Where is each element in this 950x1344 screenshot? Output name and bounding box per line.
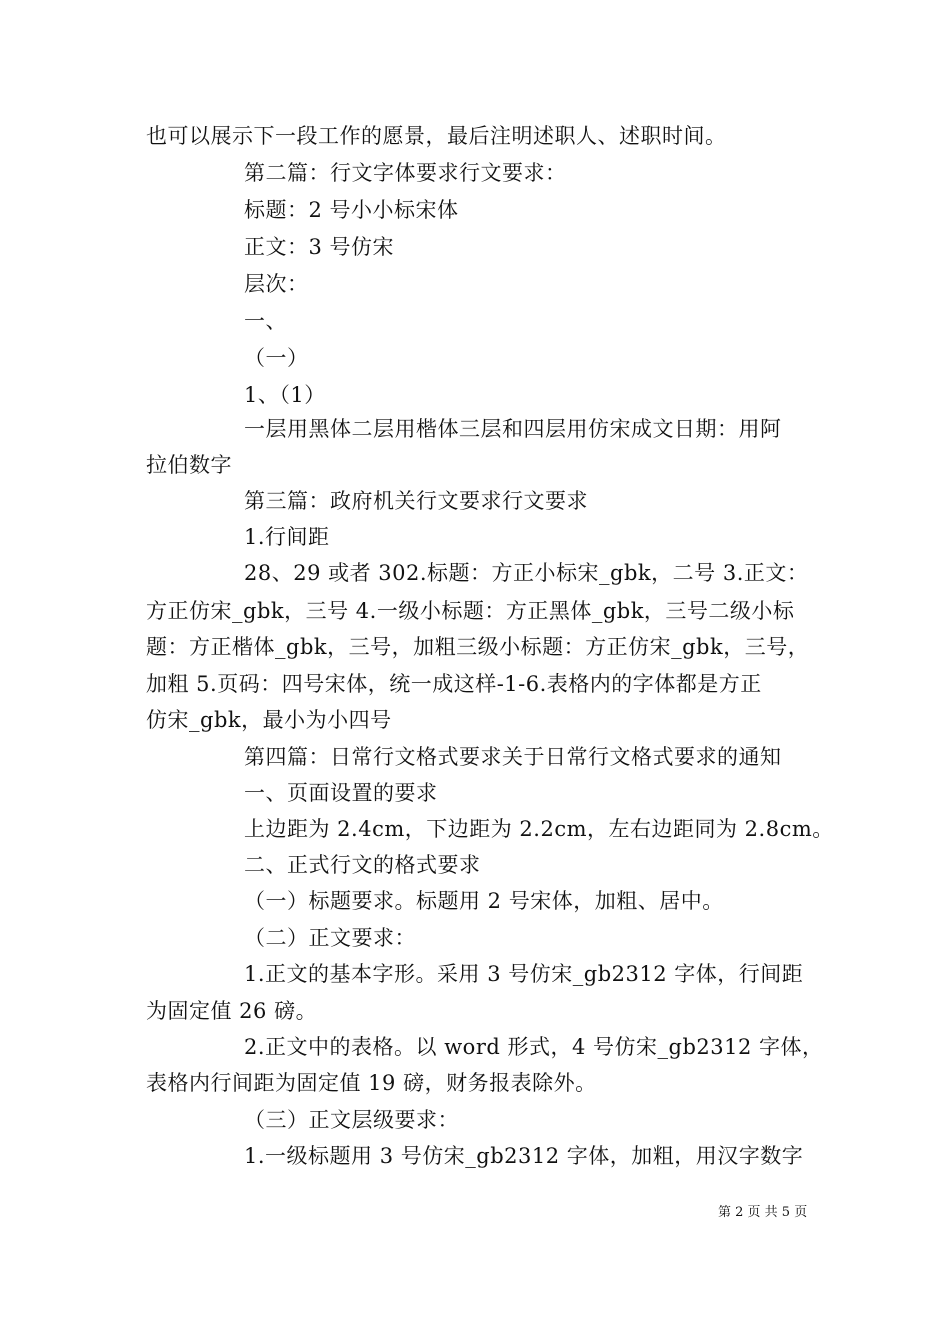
text-line: 28、29 或者 302.标题：方正小标宋_gbk，二号 3.正文：: [244, 561, 809, 585]
text-line: 表格内行间距为固定值 19 磅，财务报表除外。: [146, 1071, 597, 1095]
text-line: （二）正文要求：: [244, 926, 416, 950]
text-line: 1、（1）: [244, 383, 326, 407]
text-line: 上边距为 2.4cm，下边距为 2.2cm，左右边距同为 2.8cm。: [244, 817, 834, 841]
text-line: 为固定值 26 磅。: [146, 999, 318, 1023]
text-line: 也可以展示下一段工作的愿景，最后注明述职人、述职时间。: [146, 124, 727, 148]
text-line: （三）正文层级要求：: [244, 1108, 459, 1132]
text-line: 标题：2 号小小标宋体: [244, 198, 459, 222]
text-line: 题：方正楷体_gbk，三号，加粗三级小标题：方正仿宋_gbk，三号，: [146, 635, 810, 659]
text-line: 一、页面设置的要求: [244, 781, 438, 805]
text-line: 第三篇：政府机关行文要求行文要求: [244, 489, 588, 513]
text-line: 二、正式行文的格式要求: [244, 853, 481, 877]
text-line: 1.一级标题用 3 号仿宋_gb2312 字体，加粗，用汉字数字: [244, 1144, 804, 1168]
text-line: 拉伯数字: [146, 453, 232, 477]
text-line: 一层用黑体二层用楷体三层和四层用仿宋成文日期：用阿: [244, 417, 782, 441]
text-line: 第二篇：行文字体要求行文要求：: [244, 161, 567, 185]
text-line: 层次：: [244, 272, 309, 296]
text-line: 1.正文的基本字形。采用 3 号仿宋_gb2312 字体，行间距: [244, 962, 804, 986]
text-line: 1.行间距: [244, 525, 330, 549]
text-line: （一）标题要求。标题用 2 号宋体，加粗、居中。: [244, 889, 724, 913]
text-line: 2.正文中的表格。以 word 形式，4 号仿宋_gb2312 字体，: [244, 1035, 824, 1059]
text-line: 第四篇：日常行文格式要求关于日常行文格式要求的通知: [244, 745, 782, 769]
text-line: 加粗 5.页码：四号宋体，统一成这样-1-6.表格内的字体都是方正: [146, 672, 762, 696]
text-line: 一、: [244, 309, 287, 333]
text-line: （一）: [244, 346, 309, 370]
text-line: 正文：3 号仿宋: [244, 235, 395, 259]
page-footer: 第 2 页 共 5 页: [718, 1205, 808, 1220]
text-line: 仿宋_gbk，最小为小四号: [146, 708, 392, 732]
text-line: 方正仿宋_gbk，三号 4.一级小标题：方正黑体_gbk，三号二级小标: [146, 599, 795, 623]
